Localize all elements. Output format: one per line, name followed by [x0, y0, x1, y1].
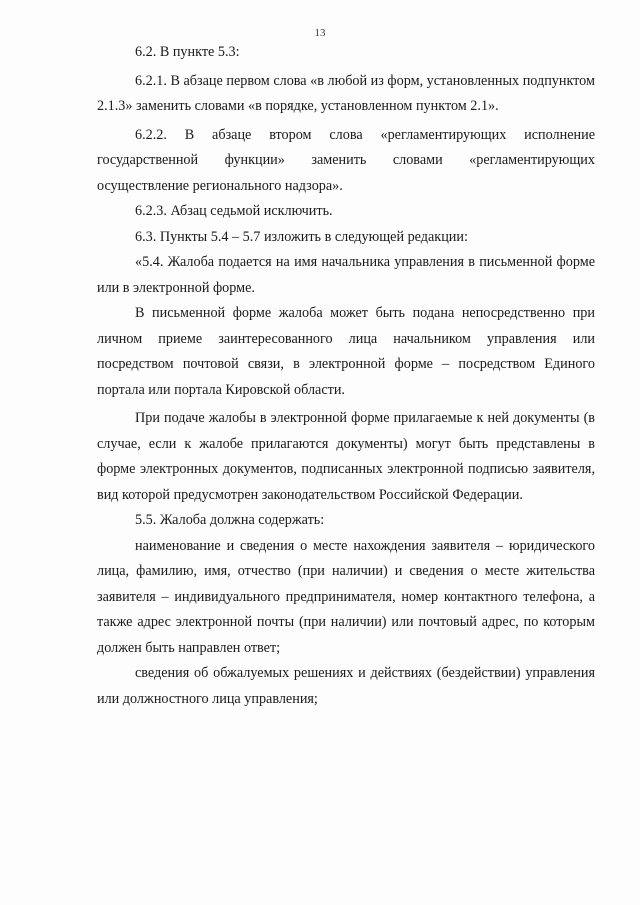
paragraph-6-2-2: 6.2.2. В абзаце втором слова «регламентирующих исполнение государственной функции» заменить словами «регламентирующих осуществление регионального надзора». [97, 126, 595, 194]
paragraph-6-2: 6.2. В пункте 5.3: [135, 44, 240, 60]
paragraph-appealed-decisions: сведения об обжалуемых решениях и действиях (бездействии) управления или должностного лица управления; [97, 665, 595, 707]
paragraph-5-5: 5.5. Жалоба должна содержать: [135, 512, 325, 528]
paragraph-5-4: «5.4. Жалоба подается на имя начальника управления в письменной форме или в электронной форме. [97, 254, 595, 296]
paragraph-electronic-form: При подаче жалобы в электронной форме прилагаемые к ней документы (в случае, если к жалобе прилагаются документы) могут быть представлены в форме электронных документов, подписанных электронной подписью заявителя, вид которой предусмотрен законодательством Российской Федерации. [97, 410, 595, 503]
paragraph-6-2-3: 6.2.3. Абзац седьмой исключить. [135, 203, 333, 219]
document-body [97, 40, 595, 712]
page-number: 13 [314, 27, 326, 39]
paragraph-applicant-info: наименование и сведения о месте нахождения заявителя – юридического лица, фамилию, имя, отчество (при наличии) и сведения о месте жительства заявителя – индивидуального предпринимателя, номер контактного телефона, а также адрес электронной почты (при наличии) или почтовый адрес, по которым должен быть направлен ответ; [97, 537, 595, 656]
paragraph-6-3: 6.3. Пункты 5.4 – 5.7 изложить в следующей редакции: [135, 228, 468, 245]
paragraph-written-form: В письменной форме жалоба может быть подана непосредственно при личном приеме заинтересованного лица начальником управления или посредством почтовой связи, в электронной форме – посредством Единого портала или портала Кировской области. [97, 305, 595, 398]
paragraph-6-2-1: 6.2.1. В абзаце первом слова «в любой из форм, установленных подпунктом 2.1.3» заменить словами «в порядке, установленном пунктом 2.1». [97, 72, 595, 114]
